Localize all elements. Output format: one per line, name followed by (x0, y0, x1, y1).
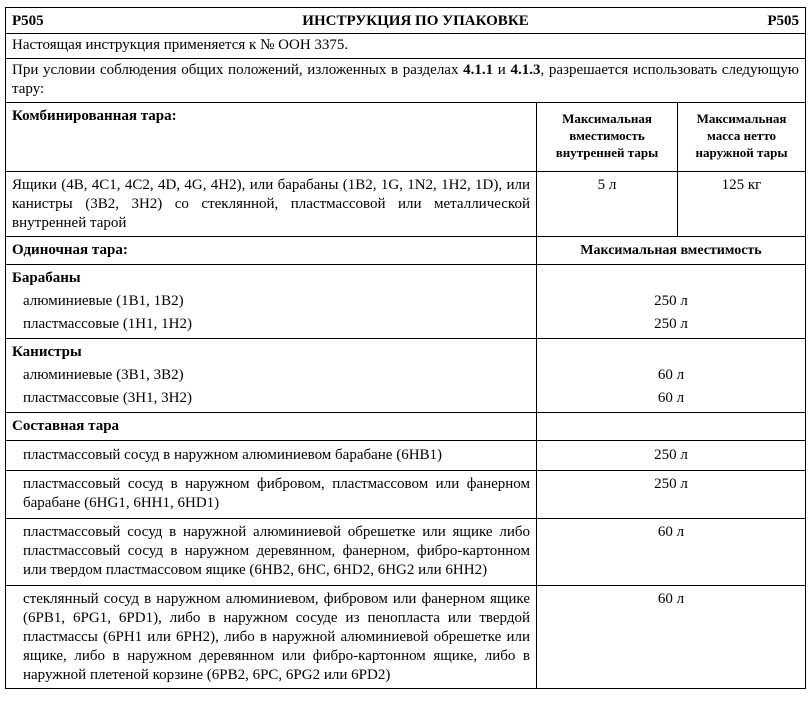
list-item (6, 586, 806, 689)
group-heading-composite: Составная тара (6, 413, 537, 441)
group-row-jerricans (6, 339, 806, 365)
list-item (6, 364, 806, 387)
list-item (6, 471, 806, 519)
combined-row-outer: 125 кг (678, 172, 806, 237)
item-value: 250 л (537, 441, 806, 471)
list-item (6, 519, 806, 586)
item-value: 60 л (537, 586, 806, 689)
item-label: алюминиевые (3B1, 3B2) (6, 364, 537, 387)
col-max-capacity: Максимальная вместимость (537, 237, 806, 265)
combined-heading: Комбинированная тара: (6, 103, 537, 172)
conditions-and: и (493, 62, 511, 78)
list-item (6, 441, 806, 471)
combined-row (6, 172, 806, 237)
conditions-row (6, 59, 806, 103)
header-row (6, 8, 806, 34)
item-label: пластмассовый сосуд в наружном алюминиевом барабане (6HB1) (6, 441, 537, 471)
group-row-drums (6, 265, 806, 291)
combined-row-text: Ящики (4B, 4C1, 4C2, 4D, 4G, 4H2), или барабаны (1B2, 1G, 1N2, 1H2, 1D), или канистры (3B2, 3H2) со стеклянной, пластмассовой или металлической внутренней тарой (6, 172, 537, 237)
single-heading: Одиночная тара: (6, 237, 537, 265)
section-ref-4-1-1: 4.1.1 (463, 62, 494, 78)
group-heading-drums: Барабаны (6, 265, 537, 291)
item-value: 60 л (537, 387, 806, 413)
list-item (6, 313, 806, 339)
combined-header-row (6, 103, 806, 172)
list-item (6, 387, 806, 413)
col-max-inner-capacity: Максимальная вместимость внутренней тары (537, 103, 678, 172)
item-value: 60 л (537, 364, 806, 387)
group-row-composite (6, 413, 806, 441)
item-label: пластмассовый сосуд в наружной алюминиевой обрешетке или ящике либо пластмассовый сосуд в наружном деревянном, фанерном, фибро-картонном или твердом пластмассовом ящике (6HB2, 6HC, 6HD2, 6HG2 или 6HH2) (6, 519, 537, 586)
single-header-row (6, 237, 806, 265)
item-value: 250 л (537, 290, 806, 313)
instruction-title: ИНСТРУКЦИЯ ПО УПАКОВКЕ (302, 13, 529, 29)
packing-instruction-document (5, 7, 805, 689)
group-heading-jerricans: Канистры (6, 339, 537, 365)
item-label: стеклянный сосуд в наружном алюминиевом, фибровом или фанерном ящике (6PB1, 6PG1, 6PD1), либо в наружном сосуде из пенопласта или твердой пластмассы (6PH1 или 6PH2), либо в наружной алюминиевой обрешетке или ящике, либо в наружном деревянном или фибро-картонном ящике, либо в наружной плетеной корзине (6PB2, 6PC, 6PG2 или 6PD2) (6, 586, 537, 689)
item-value: 250 л (537, 471, 806, 519)
item-label: пластмассовые (3H1, 3H2) (6, 387, 537, 413)
conditions-text-after: , разрешается использовать следующую тару: (12, 62, 800, 97)
col-max-outer-net-mass: Максимальная масса нетто наружной тары (678, 103, 806, 172)
conditions-text (6, 59, 806, 103)
combined-row-inner: 5 л (537, 172, 678, 237)
instruction-code-left: P505 (12, 13, 44, 29)
item-label: пластмассовый сосуд в наружном фибровом, пластмассовом или фанерном барабане (6HG1, 6HH1, 6HD1) (6, 471, 537, 519)
instruction-code-right: P505 (767, 13, 799, 29)
item-label: пластмассовые (1H1, 1H2) (6, 313, 537, 339)
packing-instruction-table (5, 7, 806, 689)
section-ref-4-1-3: 4.1.3 (510, 62, 541, 78)
applies-to-row (6, 34, 806, 59)
item-value: 250 л (537, 313, 806, 339)
item-value: 60 л (537, 519, 806, 586)
conditions-text-before: При условии соблюдения общих положений, изложенных в разделах (12, 62, 464, 78)
item-label: алюминиевые (1B1, 1B2) (6, 290, 537, 313)
list-item (6, 290, 806, 313)
applies-to-text: Настоящая инструкция применяется к № ООН 3375. (6, 34, 806, 59)
